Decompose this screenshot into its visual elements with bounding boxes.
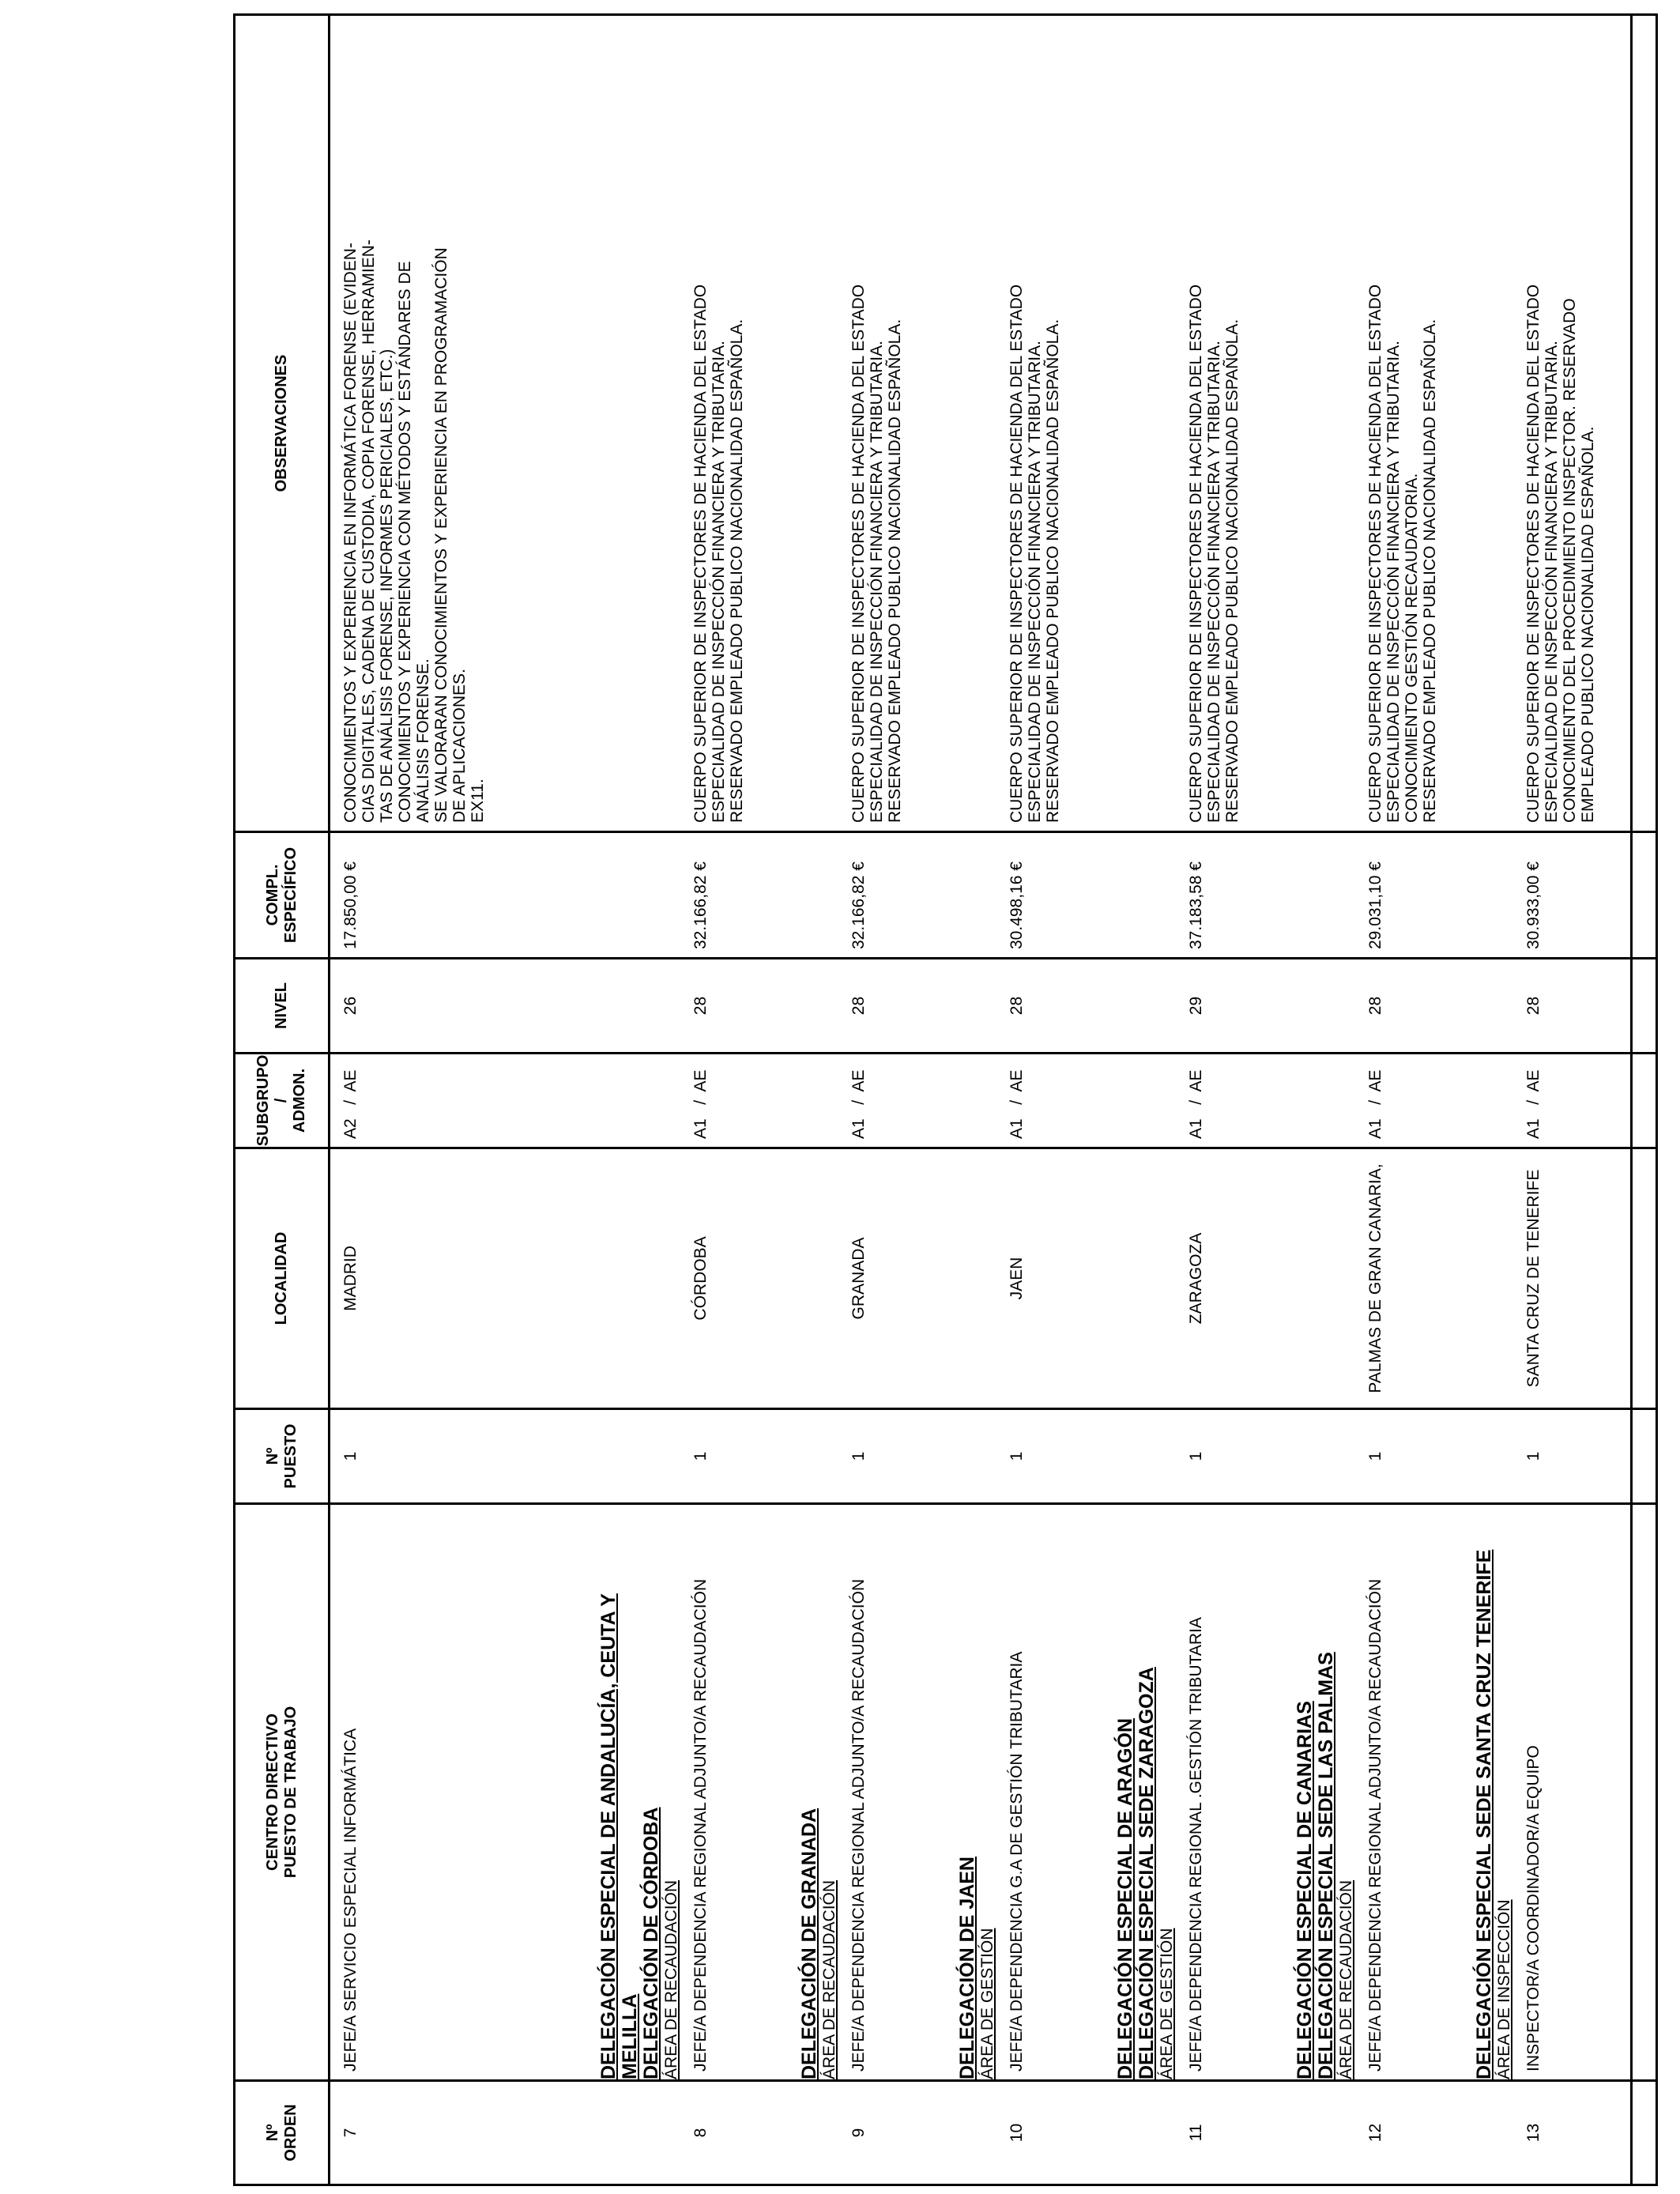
cell-num-puesto: 1 (330, 1409, 598, 1504)
area-heading: ÁREA DE RECAUDACIÓN (819, 1879, 838, 2079)
table-row (680, 15, 799, 2185)
cell-puesto-trabajo: JEFE/A SERVICIO ESPECIAL INFORMÁTICA (330, 1504, 598, 2081)
cell-puesto-trabajo: JEFE/A DEPENDENCIA REGIONAL ADJUNTO/A RECAUDACIÓN (838, 1504, 957, 2081)
observacion-line: ESPECIALIDAD DE INSPECCIÓN FINANCIERA Y TRIBUTARIA. (867, 341, 886, 823)
cell-num-puesto: 1 (996, 1409, 1115, 1504)
observacion-line: RESERVADO EMPLEADO PUBLICO NACIONALIDAD ESPAÑOLA. (727, 319, 746, 823)
cell-nivel: 28 (996, 959, 1115, 1054)
header-observaciones: OBSERVACIONES (235, 15, 330, 832)
header-localidad: LOCALIDAD (235, 1148, 330, 1409)
cell-puesto-trabajo: JEFE/A DEPENDENCIA REGIONAL .GESTIÓN TRIBUTARIA (1176, 1504, 1294, 2081)
cell-complemento: 30.933,00 € (1513, 832, 1632, 959)
delegacion-heading: DELEGACIÓN ESPECIAL SEDE LAS PALMAS (1314, 1652, 1337, 2079)
cell-nivel: 26 (330, 959, 598, 1054)
cell-puesto-trabajo: JEFE/A DEPENDENCIA REGIONAL ADJUNTO/A RECAUDACIÓN (1355, 1504, 1474, 2081)
cell-num-puesto: 1 (1513, 1409, 1632, 1504)
observacion-line: SE VALORARAN CONOCIMIENTOS Y EXPERIENCIA EN PROGRAMACIÓN (432, 247, 450, 823)
delegacion-heading: DELEGACIÓN ESPECIAL DE CANARIAS (1293, 1701, 1316, 2079)
cell-orden: 12 (1355, 2081, 1474, 2185)
table-row (838, 15, 957, 2185)
cell-localidad: PALMAS DE GRAN CANARIA, (1355, 1148, 1474, 1409)
delegacion-heading: DELEGACIÓN ESPECIAL SEDE SANTA CRUZ TENERIFE (1472, 1549, 1495, 2079)
delegacion-heading: DELEGACIÓN ESPECIAL DE ANDALUCÍA, CEUTA Y MELILLA (597, 1593, 641, 2079)
cell-puesto-trabajo: INSPECTOR/A COORDINADOR/A EQUIPO (1513, 1504, 1632, 2081)
cell-complemento: 30.498,16 € (996, 832, 1115, 959)
cell-subgrupo: A1 / AE (680, 1054, 799, 1148)
cell-observaciones (330, 15, 598, 832)
cell-observaciones (996, 15, 1115, 832)
cell-complemento: 32.166,82 € (838, 832, 957, 959)
observacion-line: CUERPO SUPERIOR DE INSPECTORES DE HACIENDA DEL ESTADO (691, 284, 710, 823)
delegacion-heading: DELEGACIÓN DE JAEN (955, 1857, 978, 2079)
puestos-table (233, 13, 1658, 2186)
cell-localidad: MADRID (330, 1148, 598, 1409)
cell-orden: 7 (330, 2081, 598, 2185)
observacion-line: ANÁLISIS FORENSE. (414, 658, 432, 823)
cell-puesto-trabajo: JEFE/A DEPENDENCIA REGIONAL ADJUNTO/A RECAUDACIÓN (680, 1504, 799, 2081)
cell-subgrupo: A1 / AE (996, 1054, 1115, 1148)
cell-complemento: 32.166,82 € (680, 832, 799, 959)
cell-observaciones (680, 15, 799, 832)
observacion-line: RESERVADO EMPLEADO PUBLICO NACIONALIDAD ESPAÑOLA. (1420, 319, 1439, 823)
header-orden: Nº ORDEN (235, 2081, 330, 2185)
header-subgrupo: SUBGRUPO / ADMON. (235, 1054, 330, 1148)
cell-localidad: GRANADA (838, 1148, 957, 1409)
cell-num-puesto: 1 (680, 1409, 799, 1504)
delegacion-heading: DELEGACIÓN ESPECIAL DE ARAGÓN (1113, 1718, 1136, 2079)
table-row (1176, 15, 1294, 2185)
section-header-row (598, 15, 680, 2185)
cell-localidad: JAEN (996, 1148, 1115, 1409)
cell-observaciones (1513, 15, 1632, 832)
cell-subgrupo: A1 / AE (838, 1054, 957, 1148)
delegacion-heading: DELEGACIÓN ESPECIAL SEDE ZARAGOZA (1135, 1667, 1158, 2079)
observacion-line: ESPECIALIDAD DE INSPECCIÓN FINANCIERA Y TRIBUTARIA. (1542, 341, 1561, 823)
cell-orden: 9 (838, 2081, 957, 2185)
cell-orden: 8 (680, 2081, 799, 2185)
table-bottom-fill (1632, 15, 1657, 2185)
delegacion-heading: DELEGACIÓN DE GRANADA (797, 1808, 820, 2079)
section-header-row (799, 15, 838, 2185)
cell-localidad: CÓRDOBA (680, 1148, 799, 1409)
cell-orden: 10 (996, 2081, 1115, 2185)
observacion-line: DE APLICACIONES. (450, 669, 469, 823)
cell-subgrupo: A2 / AE (330, 1054, 598, 1148)
header-centro: CENTRO DIRECTIVO PUESTO DE TRABAJO (235, 1504, 330, 2081)
cell-complemento: 29.031,10 € (1355, 832, 1474, 959)
header-num-puesto: Nº PUESTO (235, 1409, 330, 1504)
cell-subgrupo: A1 / AE (1513, 1054, 1632, 1148)
observacion-line: ESPECIALIDAD DE INSPECCIÓN FINANCIERA Y TRIBUTARIA. (1384, 341, 1403, 823)
cell-nivel: 28 (1355, 959, 1474, 1054)
area-heading: ÁREA DE GESTIÓN (977, 1928, 996, 2079)
area-heading: ÁREA DE INSPECCIÓN (1494, 1899, 1513, 2079)
observacion-line: RESERVADO EMPLEADO PUBLICO NACIONALIDAD ESPAÑOLA. (1222, 319, 1241, 823)
cell-nivel: 28 (1513, 959, 1632, 1054)
cell-complemento: 37.183,58 € (1176, 832, 1294, 959)
cell-localidad: ZARAGOZA (1176, 1148, 1294, 1409)
cell-num-puesto: 1 (1176, 1409, 1294, 1504)
section-header-row (1294, 15, 1355, 2185)
cell-observaciones (838, 15, 957, 832)
observacion-line: RESERVADO EMPLEADO PUBLICO NACIONALIDAD ESPAÑOLA. (1043, 319, 1062, 823)
cell-puesto-trabajo: JEFE/A DEPENDENCIA G.A DE GESTIÓN TRIBUTARIA (996, 1504, 1115, 2081)
observacion-line: CUERPO SUPERIOR DE INSPECTORES DE HACIENDA DEL ESTADO (1186, 284, 1205, 823)
delegacion-heading: DELEGACIÓN DE CÓRDOBA (639, 1807, 662, 2079)
observacion-line: CONOCIMIENTOS Y EXPERIENCIA EN INFORMÁTICA FORENSE (EVIDEN- (341, 243, 360, 823)
cell-nivel: 28 (680, 959, 799, 1054)
observacion-line: CUERPO SUPERIOR DE INSPECTORES DE HACIENDA DEL ESTADO (1007, 284, 1026, 823)
observacion-line: TAS DE ANÁLISIS FORENSE, INFORMES PERICIALES, ETC.) (378, 349, 396, 823)
table-row (1513, 15, 1632, 2185)
cell-orden: 11 (1176, 2081, 1294, 2185)
cell-observaciones (1355, 15, 1474, 832)
observacion-line: ESPECIALIDAD DE INSPECCIÓN FINANCIERA Y TRIBUTARIA. (1204, 341, 1223, 823)
cell-orden: 13 (1513, 2081, 1632, 2185)
area-heading: ÁREA DE GESTIÓN (1157, 1928, 1176, 2079)
area-heading: ÁREA DE RECAUDACIÓN (661, 1879, 680, 2079)
table-row (1355, 15, 1474, 2185)
table-body (330, 15, 1632, 2185)
observacion-line: CONOCIMIENTO GESTIÓN RECAUDATORIA. (1402, 473, 1421, 823)
cell-subgrupo: A1 / AE (1176, 1054, 1294, 1148)
cell-observaciones (1176, 15, 1294, 832)
table-row (996, 15, 1115, 2185)
cell-complemento: 17.850,00 € (330, 832, 598, 959)
cell-subgrupo: A1 / AE (1355, 1054, 1474, 1148)
observacion-line: EMPLEADO PUBLICO NACIONALIDAD ESPAÑOLA. (1578, 426, 1597, 823)
observacion-line: ESPECIALIDAD DE INSPECCIÓN FINANCIERA Y TRIBUTARIA. (1025, 341, 1044, 823)
cell-localidad: SANTA CRUZ DE TENERIFE (1513, 1148, 1632, 1409)
header-nivel: NIVEL (235, 959, 330, 1054)
observacion-line: CUERPO SUPERIOR DE INSPECTORES DE HACIENDA DEL ESTADO (1524, 284, 1543, 823)
section-header-row (1115, 15, 1176, 2185)
observacion-line: ESPECIALIDAD DE INSPECCIÓN FINANCIERA Y TRIBUTARIA. (709, 341, 728, 823)
cell-num-puesto: 1 (1355, 1409, 1474, 1504)
section-header-row (957, 15, 996, 2185)
observacion-line: CUERPO SUPERIOR DE INSPECTORES DE HACIENDA DEL ESTADO (1365, 284, 1384, 823)
section-header-row (1474, 15, 1513, 2185)
header-complemento: COMPL. ESPECÍFICO (235, 832, 330, 959)
table-row (330, 15, 598, 2185)
observacion-line: CUERPO SUPERIOR DE INSPECTORES DE HACIENDA DEL ESTADO (849, 284, 868, 823)
cell-nivel: 29 (1176, 959, 1294, 1054)
table-header (235, 15, 330, 2185)
observacion-line: EX11. (469, 778, 487, 823)
observacion-line: CIAS DIGITALES, CADENA DE CUSTODIA, COPIA FORENSE, HERRAMIEN- (360, 239, 378, 823)
observacion-line: CONOCIMIENTO DEL PROCEDIMIENTO INSPECTOR. RESERVADO (1560, 298, 1579, 823)
area-heading: ÁREA DE RECAUDACIÓN (1336, 1879, 1355, 2079)
cell-num-puesto: 1 (838, 1409, 957, 1504)
observacion-line: RESERVADO EMPLEADO PUBLICO NACIONALIDAD ESPAÑOLA. (885, 319, 904, 823)
observacion-line: CONOCIMIENTOS Y EXPERIENCIA CON MÉTODOS Y ESTÁNDARES DE (396, 261, 414, 823)
cell-nivel: 28 (838, 959, 957, 1054)
